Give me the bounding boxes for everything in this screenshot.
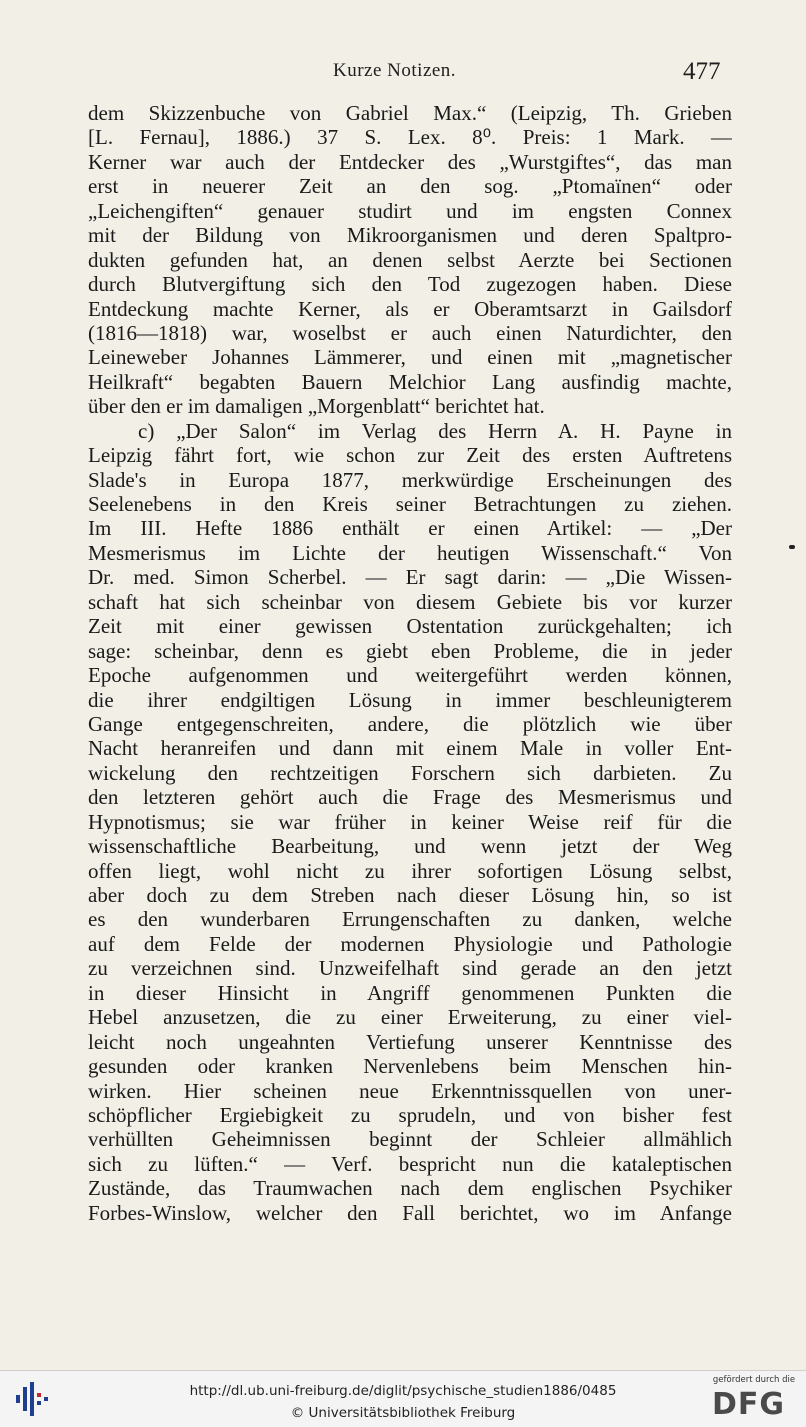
text-line: Hebel anzusetzen, die zu einer Erweiterung, zu einer viel- bbox=[88, 1005, 732, 1030]
text-line: Mesmerismus im Lichte der heutigen Wissenschaft.“ Von bbox=[88, 540, 732, 565]
text-line: schöpflicher Ergiebigkeit zu sprudeln, und von bisher fest bbox=[88, 1102, 732, 1127]
text-line: Hypnotismus; sie war früher in keiner Weise reif für die bbox=[88, 809, 732, 834]
page-number: 477 bbox=[683, 58, 721, 85]
body-text bbox=[88, 101, 732, 1225]
text-line: durch Blutvergiftung sich den Tod zugezogen haben. Diese bbox=[88, 272, 732, 297]
text-line: wissenschaftliche Bearbeitung, und wenn jetzt der Weg bbox=[88, 834, 732, 859]
margin-mark bbox=[789, 545, 795, 549]
text-line: dukten gefunden hat, an denen selbst Aerzte bei Sectionen bbox=[88, 247, 732, 272]
viewer-footer bbox=[0, 1370, 806, 1427]
text-line: [L. Fernau], 1886.) 37 S. Lex. 8⁰. Preis: 1 Mark. — bbox=[88, 125, 732, 150]
text-line: Nacht heranreifen und dann mit einem Male in voller Ent- bbox=[88, 736, 732, 761]
running-head bbox=[0, 58, 806, 88]
text-line: offen liegt, wohl nicht zu ihrer sofortigen Lösung selbst, bbox=[88, 858, 732, 883]
text-line: c) „Der Salon“ im Verlag des Herrn A. H. Payne in bbox=[138, 418, 732, 443]
text-line: auf dem Felde der modernen Physiologie und Pathologie bbox=[88, 931, 732, 956]
text-line: leicht noch ungeahnten Vertiefung unserer Kenntnisse des bbox=[88, 1029, 732, 1054]
text-line: über den er im damaligen „Morgenblatt“ berichtet hat. bbox=[88, 394, 545, 419]
text-line: „Leichengiften“ genauer studirt und im engsten Connex bbox=[88, 198, 732, 223]
running-title: Kurze Notizen. bbox=[333, 60, 457, 81]
text-line: Gange entgegenschreiten, andere, die plötzlich wie über bbox=[88, 711, 732, 736]
text-line: (1816—1818) war, woselbst er auch einen Naturdichter, den bbox=[88, 320, 732, 345]
text-line: wickelung den rechtzeitigen Forschern sich darbieten. Zu bbox=[88, 760, 732, 785]
sponsor-text: gefördert durch die bbox=[712, 1375, 796, 1385]
text-line: den letzteren gehört auch die Frage des Mesmerismus und bbox=[88, 785, 732, 810]
text-line: Forbes-Winslow, welcher den Fall berichtet, wo im Anfange bbox=[88, 1200, 732, 1225]
text-line: wirken. Hier scheinen neue Erkenntnissquellen von uner- bbox=[88, 1078, 732, 1103]
text-line: Im III. Hefte 1886 enthält er einen Artikel: — „Der bbox=[88, 516, 732, 541]
permalink[interactable]: http://dl.ub.uni-freiburg.de/diglit/psychische_studien1886/0485 bbox=[189, 1383, 617, 1399]
text-line: sage: scheinbar, denn es giebt eben Probleme, die in jeder bbox=[88, 638, 732, 663]
text-line: verhüllten Geheimnissen beginnt der Schleier allmählich bbox=[88, 1127, 732, 1152]
text-line: mit der Bildung von Mikroorganismen und deren Spaltpro- bbox=[88, 223, 732, 248]
sponsor-block bbox=[706, 1373, 802, 1425]
text-line: es den wunderbaren Errungenschaften zu danken, welche bbox=[88, 907, 732, 932]
dfg-logo: DFG bbox=[712, 1387, 786, 1422]
text-line: gesunden oder kranken Nervenlebens beim Menschen hin- bbox=[88, 1054, 732, 1079]
text-line: in dieser Hinsicht in Angriff genommenen Punkten die bbox=[88, 980, 732, 1005]
text-line: zu verzeichnen sind. Unzweifelhaft sind gerade an den jetzt bbox=[88, 956, 732, 981]
text-line: Zeit mit einer gewissen Ostentation zurückgehalten; ich bbox=[88, 614, 732, 639]
text-line: erst in neuerer Zeit an den sog. „Ptomaïnen“ oder bbox=[88, 174, 732, 199]
copyright-notice: © Universitätsbibliothek Freiburg bbox=[290, 1405, 516, 1421]
text-line: Kerner war auch der Entdecker des „Wurstgiftes“, das man bbox=[88, 149, 732, 174]
text-line: Dr. med. Simon Scherbel. — Er sagt darin: — „Die Wissen- bbox=[88, 565, 732, 590]
text-line: dem Skizzenbuche von Gabriel Max.“ (Leipzig, Th. Grieben bbox=[88, 101, 732, 125]
text-line: Entdeckung machte Kerner, als er Oberamtsarzt in Gailsdorf bbox=[88, 296, 732, 321]
text-line: Leineweber Johannes Lämmerer, und einen mit „magnetischer bbox=[88, 345, 732, 370]
text-line: schaft hat sich scheinbar von diesem Gebiete bis vor kurzer bbox=[88, 589, 732, 614]
text-line: Slade's in Europa 1877, merkwürdige Erscheinungen des bbox=[88, 467, 732, 492]
text-line: Seelenebens in den Kreis seiner Betrachtungen zu ziehen. bbox=[88, 492, 732, 516]
text-line: Epoche aufgenommen und weitergeführt werden können, bbox=[88, 663, 732, 688]
text-line: Leipzig fährt fort, wie schon zur Zeit des ersten Auftretens bbox=[88, 443, 732, 468]
text-line: aber doch zu dem Streben nach dieser Lösung hin, so ist bbox=[88, 883, 732, 907]
text-line: sich zu lüften.“ — Verf. bespricht nun die kataleptischen bbox=[88, 1151, 732, 1176]
text-line: Heilkraft“ begabten Bauern Melchior Lang ausfindig machte, bbox=[88, 369, 732, 394]
text-line: die ihrer endgiltigen Lösung in immer beschleunigterem bbox=[88, 687, 732, 712]
text-line: Zustände, das Traumwachen nach dem englischen Psychiker bbox=[88, 1176, 732, 1201]
